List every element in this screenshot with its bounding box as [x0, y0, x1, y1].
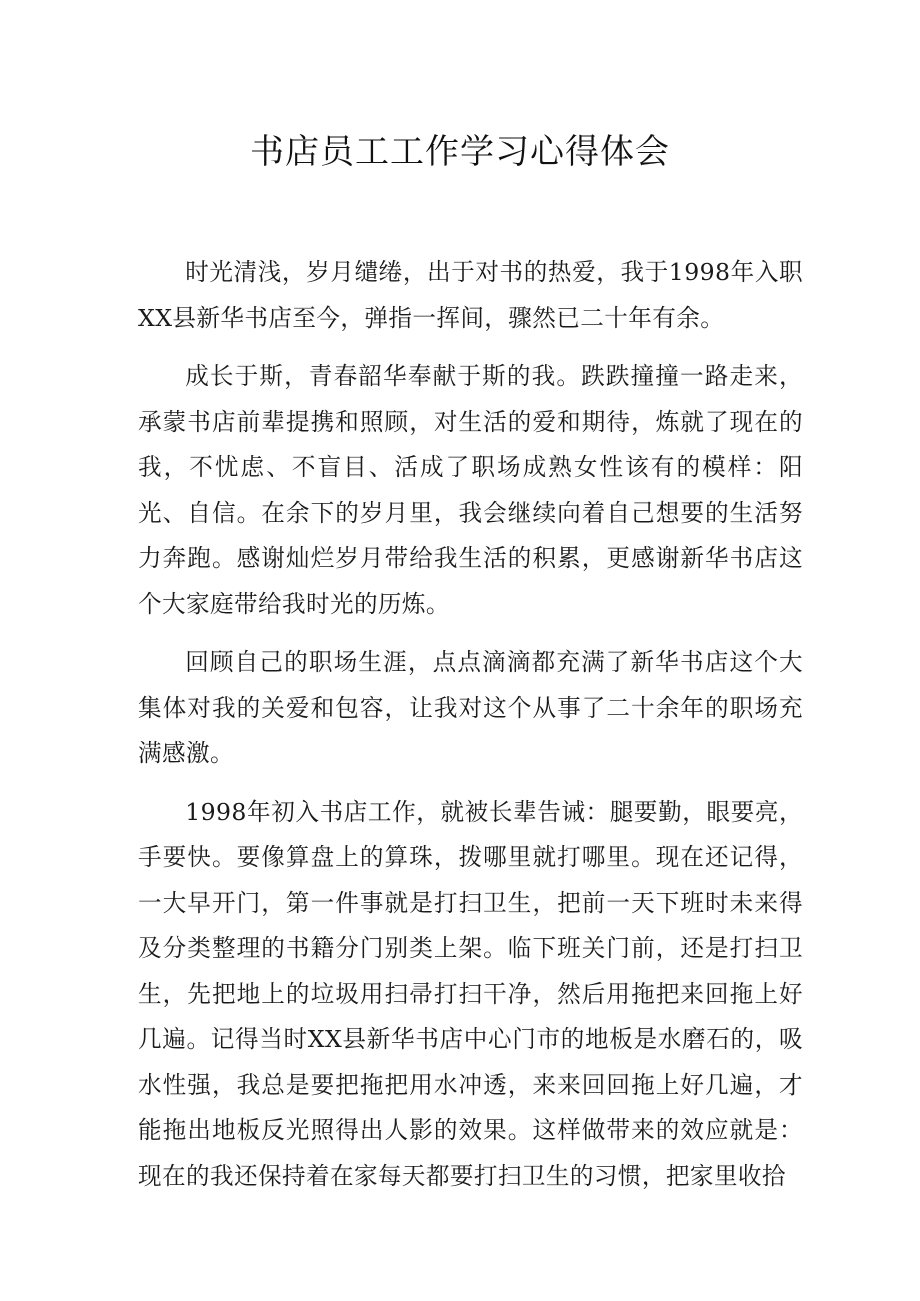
- paragraph-1: 时光清浅，岁月缱绻，出于对书的热爱，我于1998年入职XX县新华书店至今，弹指一挥间，骤然已二十年有余。: [138, 258, 803, 332]
- paragraph-2: 成长于斯，青春韶华奉献于斯的我。跌跌撞撞一路走来，承蒙书店前辈提携和照顾，对生活的爱和期待，炼就了现在的我，不忧虑、不盲目、活成了职场成熟女性该有的模样：阳光、自信。在余下的岁月里，我会继续向着自己想要的生活努力奔跑。感谢灿烂岁月带给我生活的积累，更感谢新华书店这个大家庭带给我时光的历炼。: [138, 362, 803, 618]
- paragraph-4: 1998年初入书店工作，就被长辈告诫：腿要勤，眼要亮，手要快。要像算盘上的算珠，拨哪里就打哪里。现在还记得，一大早开门，第一件事就是打扫卫生，把前一天下班时未来得及分类整理的书籍分门别类上架。临下班关门前，还是打扫卫生，先把地上的垃圾用扫帚打扫干净，然后用拖把来回拖上好几遍。记得当时XX县新华书店中心门市的地板是水磨石的，吸水性强，我总是要把拖把用水冲透，来来回回拖上好几遍，才能拖出地板反光照得出人影的效果。这样做带来的效应就是：现在的我还保持着在家每天都要打扫卫生的习惯，把家里收拾: [138, 797, 803, 1190]
- document-title: 书店员工工作学习心得体会: [250, 132, 670, 172]
- paragraph-3: 回顾自己的职场生涯，点点滴滴都充满了新华书店这个大集体对我的关爱和包容，让我对这个从事了二十余年的职场充满感激。: [138, 648, 803, 767]
- document-body: [138, 250, 803, 1212]
